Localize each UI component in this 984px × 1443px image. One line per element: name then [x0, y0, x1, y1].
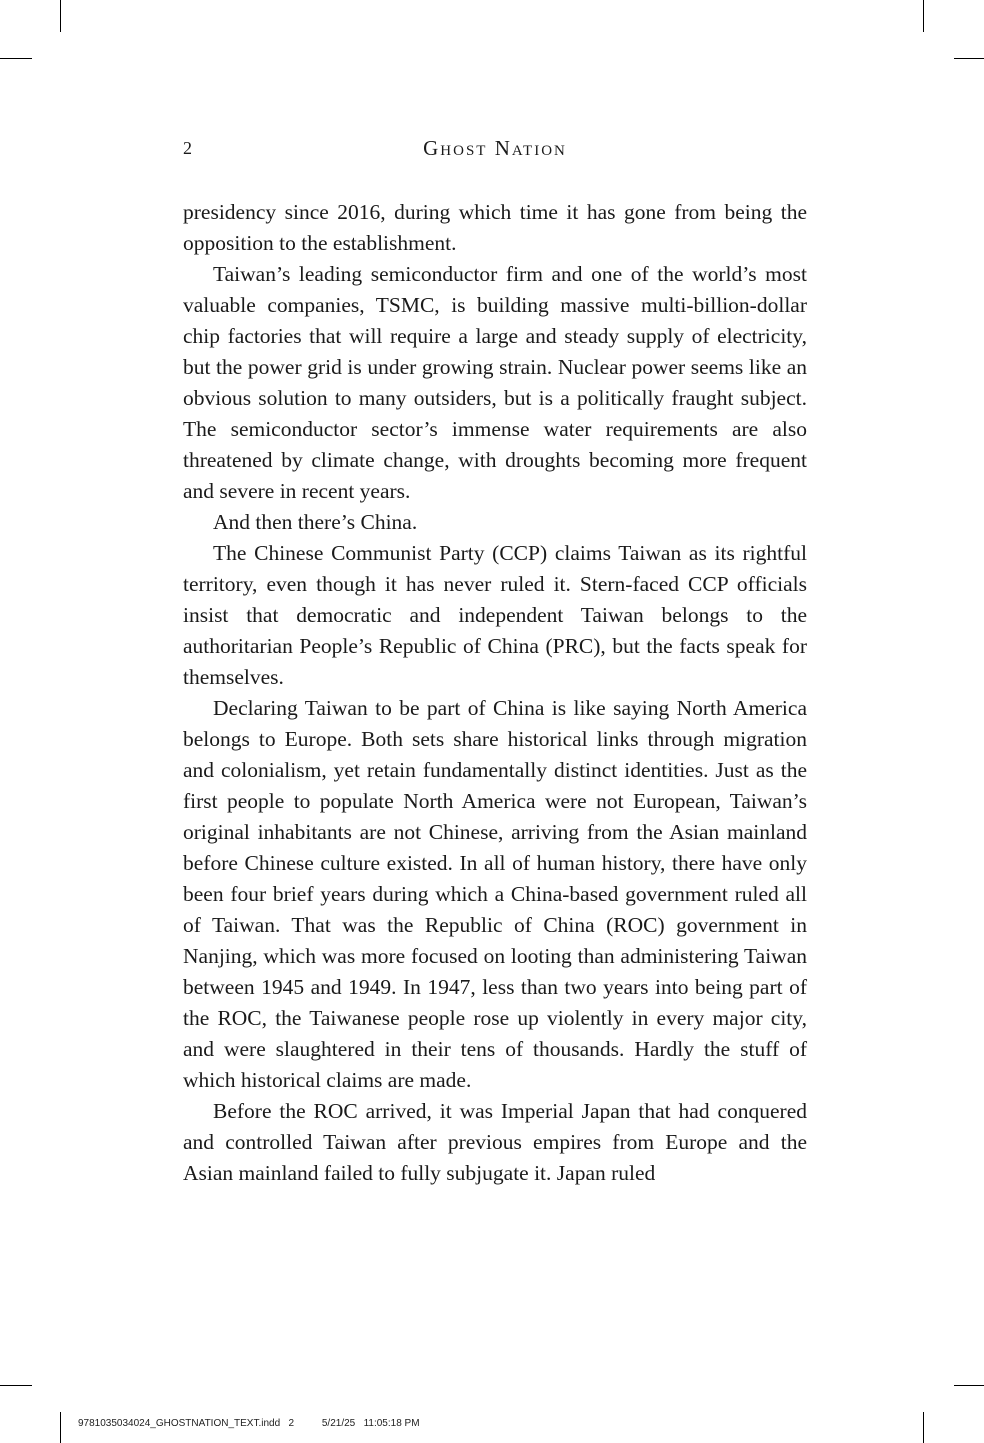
crop-mark-left-bottom [0, 1385, 32, 1386]
crop-mark-bottom-right [923, 1412, 924, 1443]
paragraph: The Chinese Communist Party (CCP) claims Taiwan as its rightful territory, even though it has never ruled it. Stern-faced CCP officials insist that democratic and independent Taiwan belongs to the authoritarian People’s Republic of China (PRC), but the facts speak for themselves. [183, 541, 807, 689]
book-title: Ghost Nation [423, 136, 567, 160]
crop-mark-right-bottom [954, 1385, 984, 1386]
slug-file: 9781035034024_GHOSTNATION_TEXT.indd [78, 1418, 281, 1429]
slug-date: 5/21/25 [321, 1418, 356, 1429]
paragraph: Declaring Taiwan to be part of China is like saying North America belongs to Europe. Both sets share historical links through migration and colonialism, yet retain fundamentally distinct identities. Just as the first people to populate North America were not European, Taiwan’s original inhabitants are not Chinese, arriving from the Asian mainland before Chinese culture existed. In all of human history, there have only been four brief years during which a China-based government ruled all of Taiwan. That was the Republic of China (ROC) government in Nanjing, which was more focused on looting than administering Taiwan between 1945 and 1949. In 1947, less than two years into being part of the ROC, the Taiwanese people rose up violently in every major city, and were slaughtered in their tens of thousands. Hardly the stuff of which historical claims are made. [183, 696, 807, 1092]
body-text [183, 197, 807, 1189]
page-number: 2 [183, 138, 192, 158]
running-head [183, 136, 807, 162]
slug-page: 2 [288, 1418, 295, 1429]
crop-mark-top-right [923, 0, 924, 32]
paragraph: presidency since 2016, during which time it has gone from being the opposition to the establishment. [183, 200, 807, 255]
crop-mark-top-left [60, 0, 61, 32]
printer-slug [78, 1418, 420, 1429]
paragraph: Taiwan’s leading semiconductor firm and one of the world’s most valuable companies, TSMC, is building massive multi-billion-dollar chip factories that will require a large and steady supply of electricity, but the power grid is under growing strain. Nuclear power seems like an obvious solution to many outsiders, but is a politically fraught subject. The semiconductor sector’s immense water requirements are also threatened by climate change, with droughts becoming more frequent and severe in recent years. [183, 262, 807, 503]
crop-mark-left-top [0, 58, 32, 59]
crop-mark-right-top [954, 58, 984, 59]
crop-mark-bottom-left [60, 1412, 61, 1443]
slug-time: 11:05:18 PM [363, 1418, 420, 1429]
paragraph: And then there’s China. [213, 510, 418, 534]
paragraph: Before the ROC arrived, it was Imperial Japan that had conquered and controlled Taiwan after previous empires from Europe and the Asian mainland failed to fully subjugate it. Japan ruled [183, 1099, 807, 1185]
